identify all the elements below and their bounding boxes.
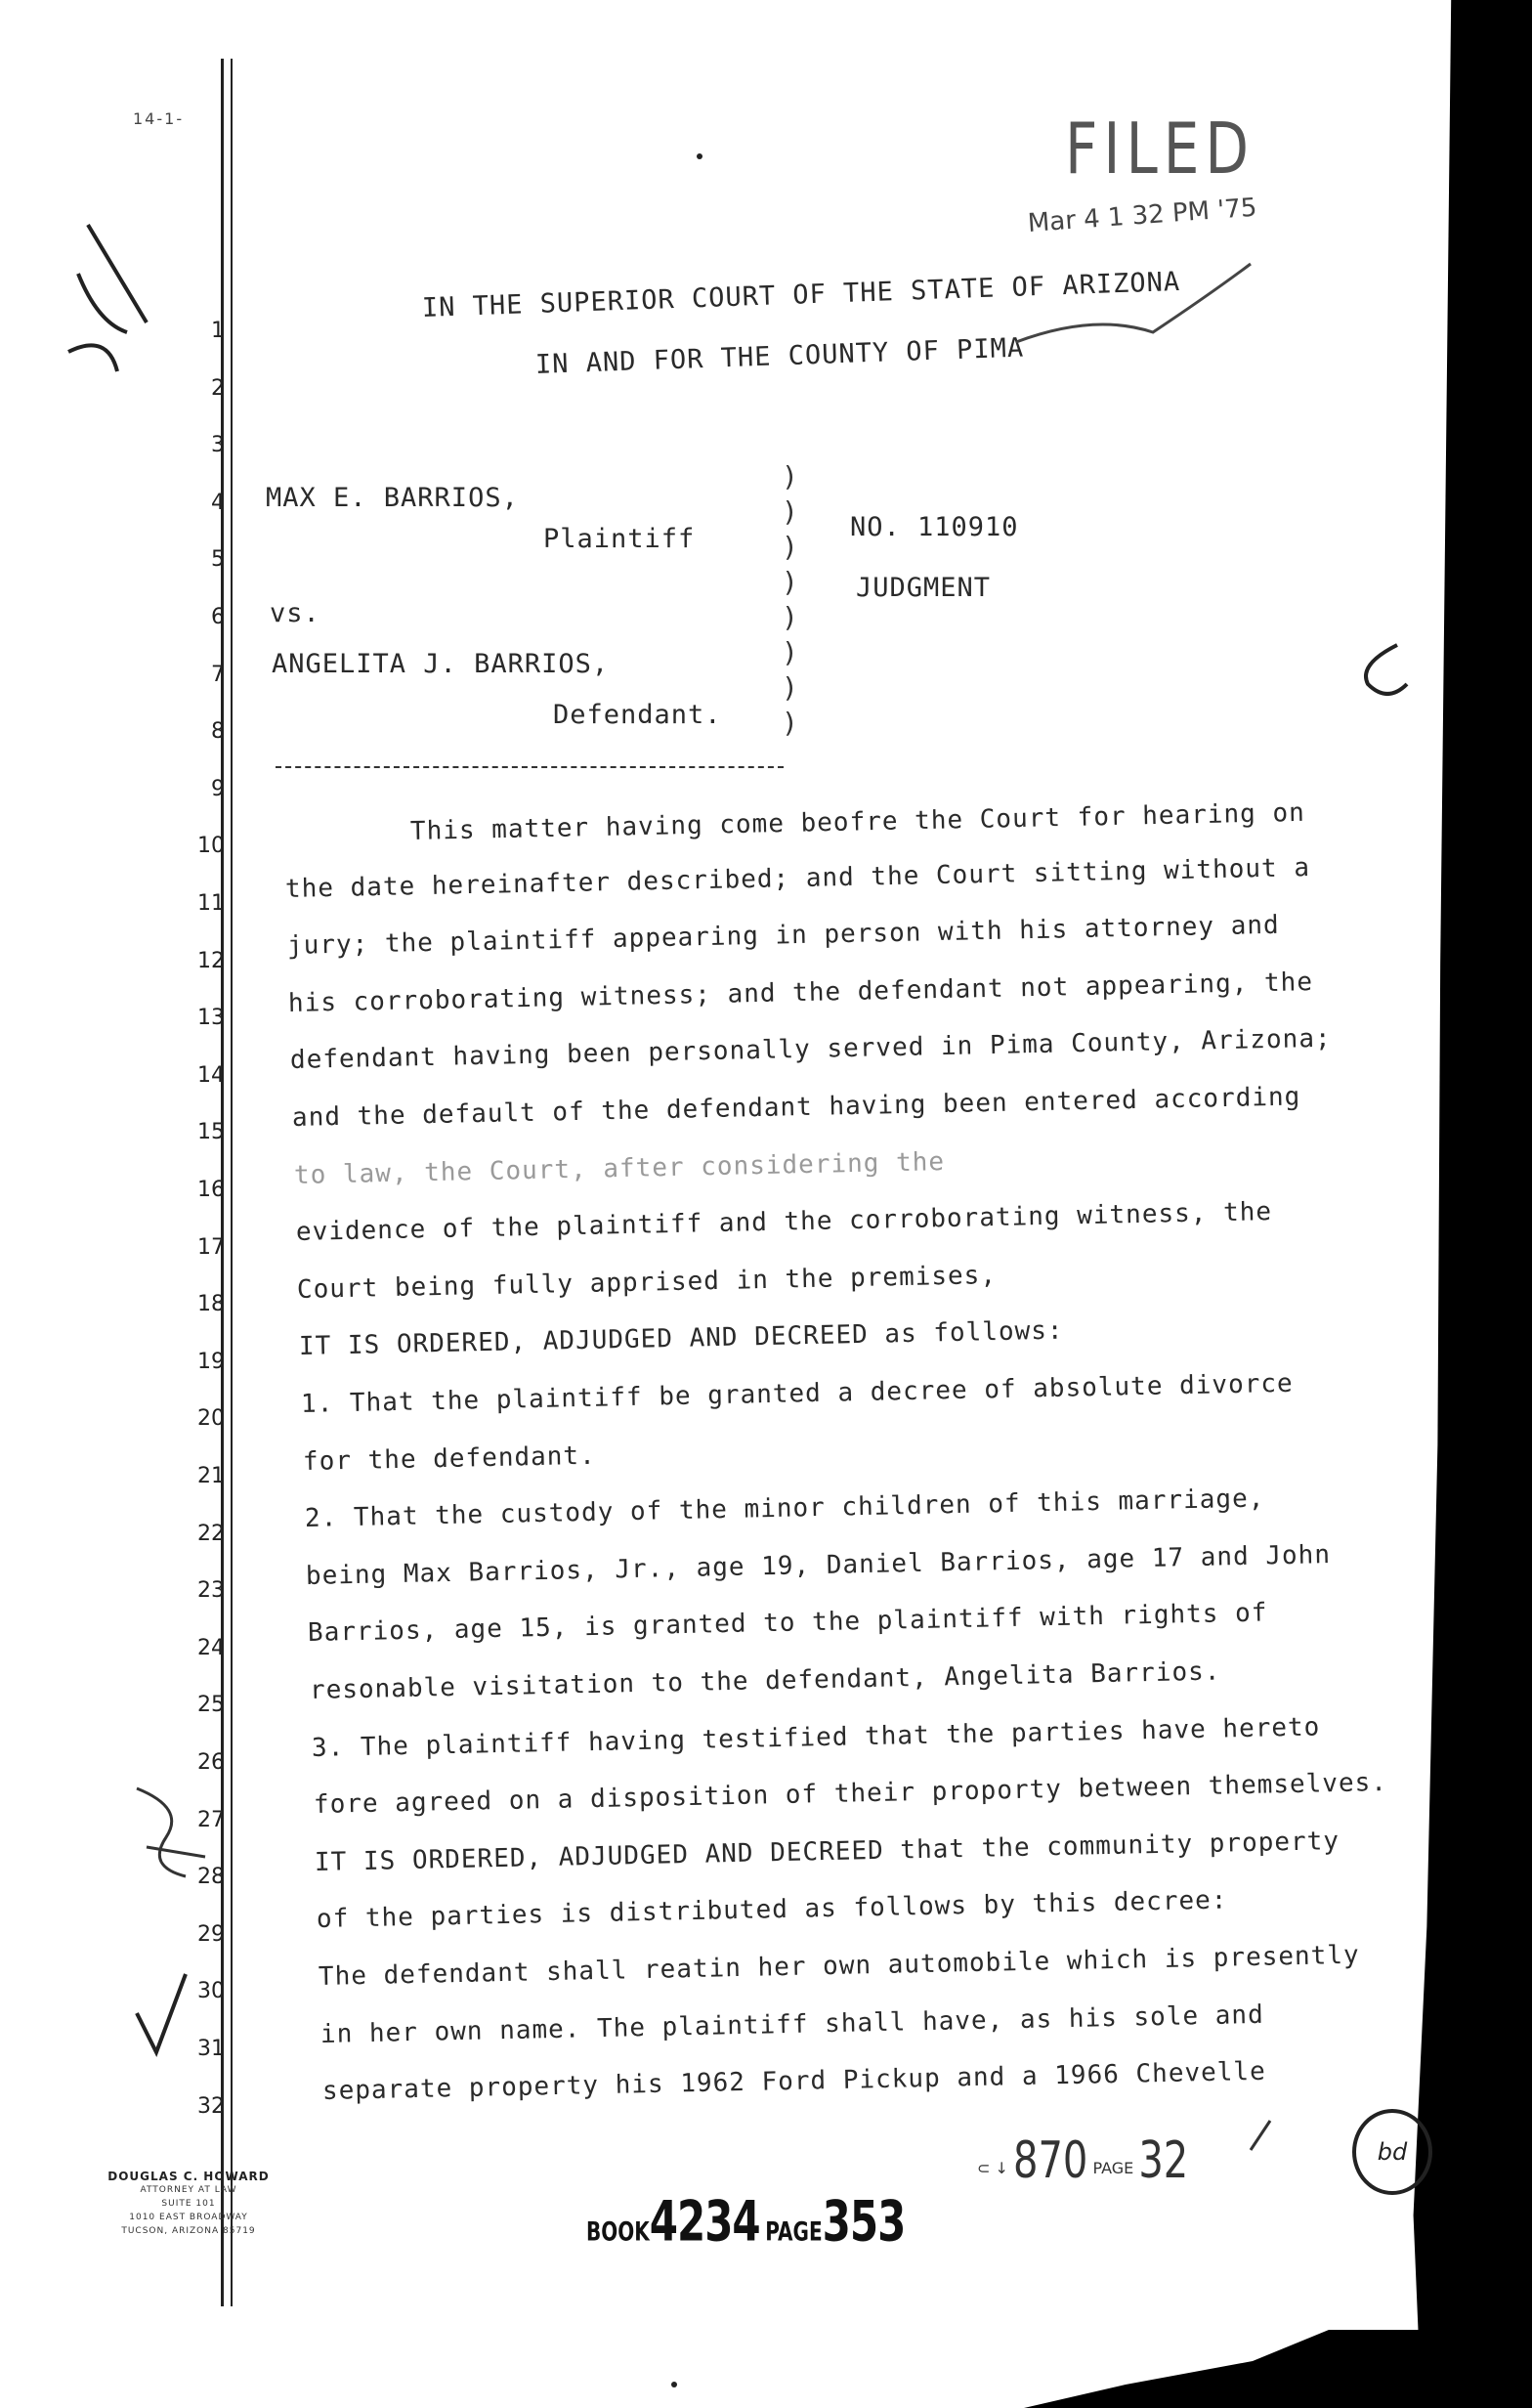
body-line: 2. That the custody of the minor children of this marriage, — [304, 1484, 1265, 1534]
attorney-title: ATTORNEY AT LAW — [140, 2185, 237, 2195]
dot-mark — [697, 153, 702, 159]
line-number: 7 — [211, 662, 225, 687]
filed-date-stamp: Mar 4 1 32 PM '75 — [1026, 193, 1258, 238]
dot-mark — [671, 2382, 677, 2387]
line-number: 26 — [197, 1750, 225, 1775]
line-number: 25 — [197, 1693, 225, 1718]
docket-reference — [977, 2131, 1189, 2190]
page-label: PAGE — [765, 2215, 823, 2248]
line-number: 29 — [197, 1921, 225, 1947]
body-line: evidence of the plaintiff and the corroborating witness, the — [295, 1197, 1272, 1248]
line-number: 20 — [197, 1406, 225, 1432]
filed-stamp: FILED — [1065, 107, 1255, 191]
right-margin-mark — [1366, 645, 1407, 694]
body-line: IT IS ORDERED, ADJUDGED AND DECREED as follows: — [298, 1316, 1065, 1362]
line-number: 3 — [211, 433, 225, 458]
body-line: This matter having come beofre the Court for hearing on — [409, 797, 1306, 846]
line-number: 6 — [211, 605, 225, 629]
county-heading: IN AND FOR THE COUNTY OF PIMA — [534, 332, 1025, 380]
line-number: 27 — [197, 1807, 225, 1832]
body-line: defendant having been personally served in Pima County, Arizona; — [289, 1024, 1333, 1076]
line-number: 19 — [197, 1349, 225, 1374]
line-number: 32 — [197, 2093, 225, 2119]
attorney-address-1: SUITE 101 — [161, 2199, 216, 2209]
book-number: 4234 — [649, 2189, 760, 2255]
body-line: 1. That the plaintiff be granted a decree of absolute divorce — [300, 1368, 1294, 1419]
body-line: fore agreed on a disposition of their proporty between themselves. — [313, 1768, 1387, 1821]
line-number: 28 — [197, 1865, 225, 1890]
body-line: in her own name. The plaintiff shall have, as his sole and — [319, 2000, 1264, 2049]
top-left-scrawl: 14-1- — [133, 109, 185, 128]
versus-label: vs. — [270, 598, 320, 628]
line-number: 22 — [197, 1521, 225, 1546]
defendant-label: Defendant. — [553, 700, 722, 730]
line-number: 14 — [197, 1062, 225, 1088]
docket-page-label: PAGE — [1092, 2159, 1134, 2177]
line-number: 15 — [197, 1120, 225, 1145]
body-line: separate property his 1962 Ford Pickup and a 1966 Chevelle — [321, 2056, 1266, 2107]
attorney-block — [96, 2170, 281, 2238]
tick-mark-icon — [1251, 2121, 1270, 2150]
book-page-reference — [586, 2189, 905, 2254]
line-number: 8 — [211, 719, 225, 745]
line-number: 4 — [211, 490, 225, 515]
line-number: 21 — [197, 1464, 225, 1488]
line-number: 9 — [211, 776, 225, 801]
check-mark-icon — [137, 1974, 186, 2052]
line-number: 5 — [211, 547, 225, 573]
line-number: 2 — [211, 375, 225, 401]
body-line: IT IS ORDERED, ADJUDGED AND DECREED that the community property — [315, 1826, 1340, 1877]
book-label: BOOK — [586, 2215, 650, 2248]
body-line: of the parties is distributed as follows by this decree: — [316, 1885, 1228, 1935]
line-number: 24 — [197, 1635, 225, 1660]
docket-prefix: ⊂ ↓ — [977, 2159, 1008, 2177]
body-line: for the defendant. — [302, 1440, 596, 1477]
line-number: 23 — [197, 1578, 225, 1604]
body-line: 3. The plaintiff having testified that the parties have hereto — [311, 1711, 1321, 1763]
left-margin-scribble — [68, 225, 147, 371]
line-number: 17 — [197, 1234, 225, 1260]
line-number: 1 — [211, 319, 225, 343]
line-number: 31 — [197, 2037, 225, 2061]
line-number: 18 — [197, 1292, 225, 1317]
line-number: 10 — [197, 834, 225, 859]
attorney-name: DOUGLAS C. HOWARD — [107, 2170, 270, 2183]
line-number: 13 — [197, 1006, 225, 1031]
page-number: 353 — [822, 2189, 906, 2255]
body-line: Barrios, age 15, is granted to the plaintiff with rights of — [307, 1598, 1268, 1649]
body-line: resonable visitation to the defendant, Angelita Barrios. — [309, 1656, 1221, 1705]
body-line: his corroborating witness; and the defendant not appearing, the — [288, 967, 1314, 1018]
plaintiff-name: MAX E. BARRIOS, — [266, 483, 519, 513]
case-number: NO. 110910 — [850, 512, 1019, 542]
signature-scrawl — [1016, 264, 1251, 342]
plaintiff-label: Plaintiff — [543, 524, 696, 554]
body-line: the date hereinafter described; and the Court sitting without a — [284, 852, 1311, 904]
body-line: Court being fully apprised in the premises, — [297, 1260, 998, 1305]
attorney-address-2: 1010 EAST BROADWAY — [129, 2213, 248, 2222]
court-heading: IN THE SUPERIOR COURT OF THE STATE OF ARIZONA — [421, 266, 1181, 323]
line-number: 11 — [197, 891, 225, 916]
document-type: JUDGMENT — [856, 573, 992, 603]
body-line: to law, the Court, after considering the — [293, 1146, 946, 1190]
body-line: and the default of the defendant having been entered according — [291, 1082, 1301, 1133]
body-line: being Max Barrios, Jr., age 19, Daniel Barrios, age 17 and John — [306, 1539, 1332, 1591]
caption-parenthesis-column: ) ) ) ) ) ) ) ) — [782, 460, 798, 739]
body-line: jury; the plaintiff appearing in person with his attorney and — [286, 910, 1280, 962]
line-number: 16 — [197, 1178, 225, 1202]
body-line: The defendant shall reatin her own automobile which is presently — [318, 1940, 1360, 1992]
line-number: 12 — [197, 948, 225, 973]
attorney-address-3: TUCSON, ARIZONA 85719 — [121, 2226, 256, 2236]
defendant-name: ANGELITA J. BARRIOS, — [272, 649, 610, 679]
line-number: 30 — [197, 1979, 225, 2004]
docket-page: 32 — [1138, 2131, 1189, 2190]
circled-initials: bd — [1352, 2109, 1432, 2195]
docket-number: 870 — [1013, 2131, 1088, 2190]
